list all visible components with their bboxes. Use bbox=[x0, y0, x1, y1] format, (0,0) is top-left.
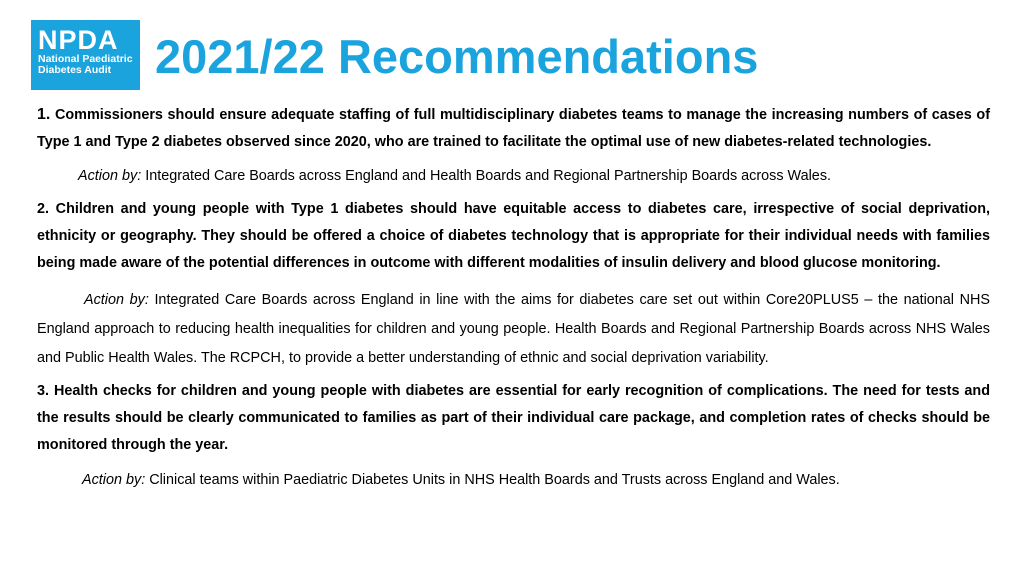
recommendation-number: 1. bbox=[37, 106, 51, 123]
action-text: Integrated Care Boards across England and Health Boards and Regional Partnership Boards across Wales. bbox=[145, 168, 832, 184]
logo-line-1: National Paediatric bbox=[38, 53, 133, 65]
recommendation-text: Children and young people with Type 1 diabetes should have equitable access to diabetes care, irrespective of social deprivation, ethnicity or geography. They should be offered a choice of diabetes technology that is appropriate for their individual needs with families being made aware of the potential differences in outcome with different modalities of insulin delivery and blood glucose monitoring. bbox=[37, 201, 991, 271]
logo-mark: NPDA bbox=[38, 25, 119, 55]
recommendation-number: 3. bbox=[37, 383, 50, 399]
npda-logo bbox=[31, 20, 140, 90]
action-label: Action by: bbox=[84, 292, 149, 308]
action-by-2 bbox=[37, 286, 990, 373]
recommendation-2 bbox=[37, 196, 990, 277]
recommendations-list bbox=[37, 101, 990, 495]
action-label: Action by: bbox=[82, 472, 146, 488]
action-by-3 bbox=[37, 466, 990, 495]
action-by-1 bbox=[37, 162, 990, 191]
recommendation-number: 2. bbox=[37, 201, 50, 217]
recommendation-text: Commissioners should ensure adequate staffing of full multidisciplinary diabetes teams to manage the increasing numbers of cases of Type 1 and Type 2 diabetes observed since 2020, who are trained to facilitate the optimal use of new diabetes-related technologies. bbox=[37, 107, 990, 150]
action-text: Integrated Care Boards across England in line with the aims for diabetes care set out within Core20PLUS5 – the national NHS England approach to reducing health inequalities for children and young people. Health Boards and Regional Partnership Boards across NHS Wales and Public Health Wales. The RCPCH, to provide a better understanding of ethnic and social deprivation variability. bbox=[37, 292, 990, 366]
page-title: 2021/22 Recommendations bbox=[155, 30, 759, 83]
recommendation-text: Health checks for children and young people with diabetes are essential for early recognition of complications. The need for tests and the results should be clearly communicated to families as part of their individual care package, and completion rates of checks should be monitored through the year. bbox=[37, 383, 991, 453]
logo-line-2: Diabetes Audit bbox=[38, 64, 112, 76]
action-label: Action by: bbox=[78, 168, 142, 184]
recommendation-1 bbox=[37, 101, 990, 156]
recommendation-3 bbox=[37, 378, 990, 459]
action-text: Clinical teams within Paediatric Diabetes Units in NHS Health Boards and Trusts across England and Wales. bbox=[149, 472, 840, 488]
